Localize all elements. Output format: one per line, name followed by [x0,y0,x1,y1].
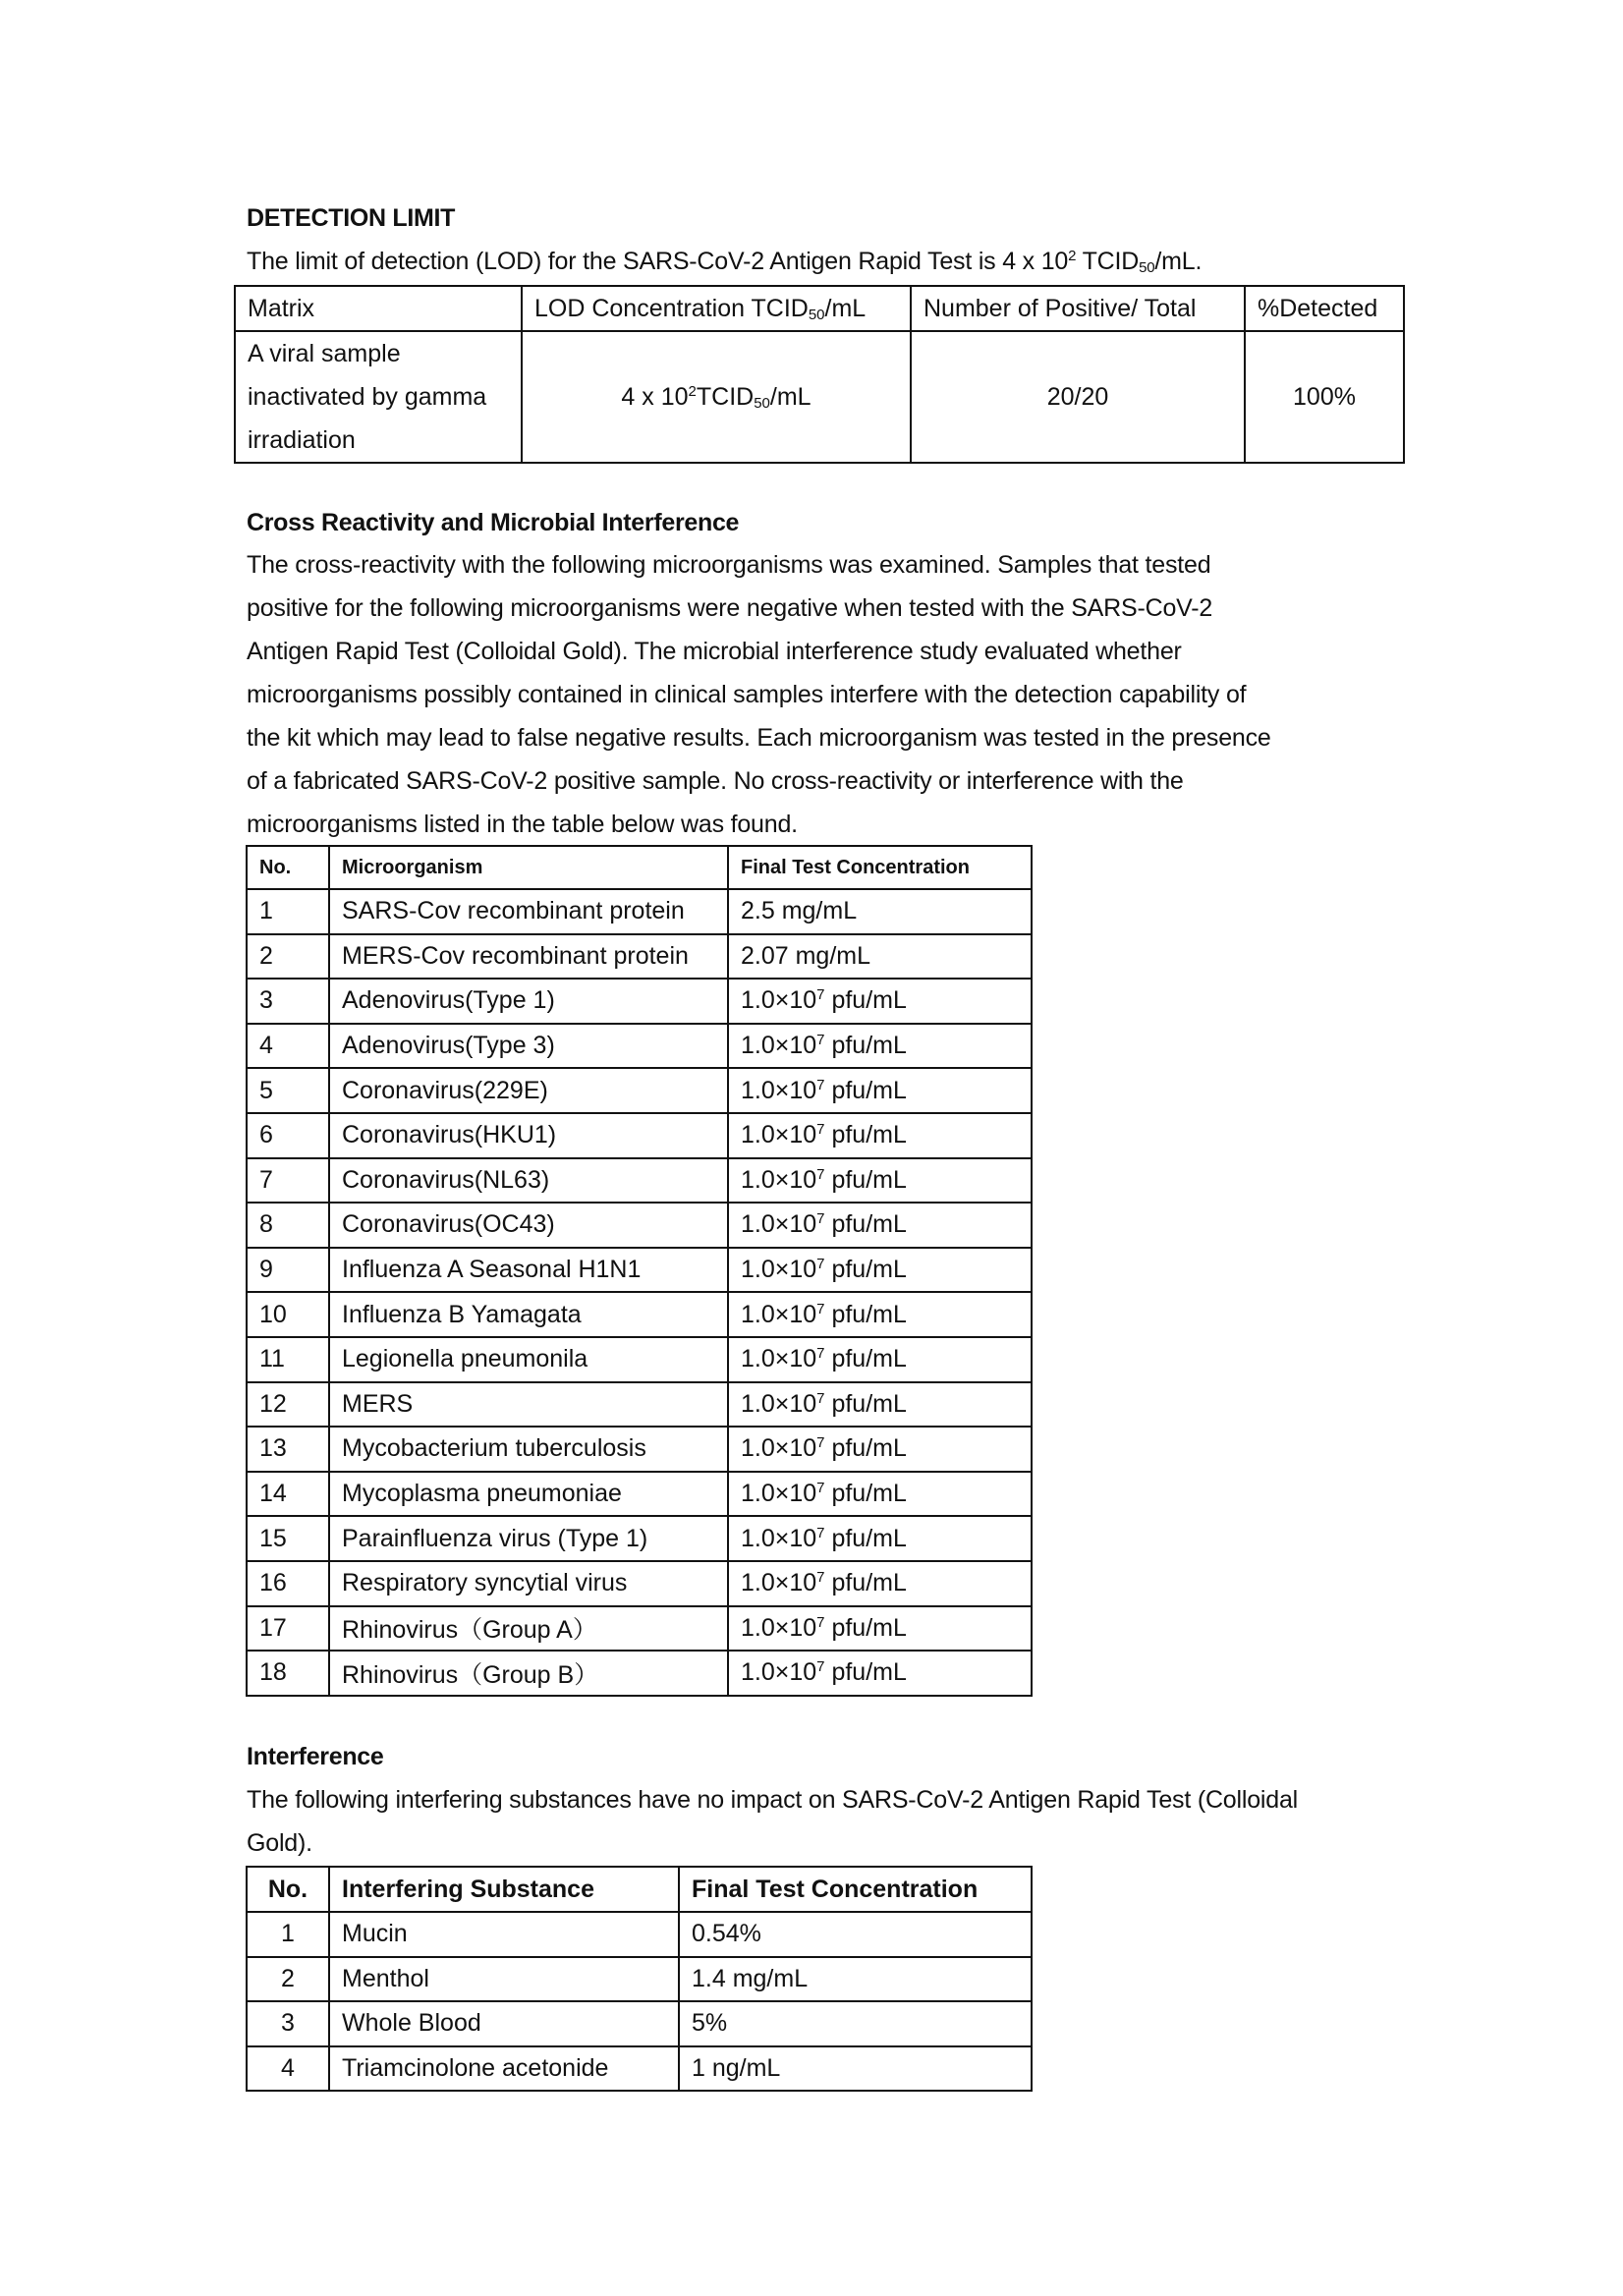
paragraph-line: the kit which may lead to false negative results. Each microorganism was tested in the presence [247,724,1271,752]
test-concentration: 1.4 mg/mL [679,1957,1032,2002]
lod-cell-positive-total: 20/20 [911,331,1245,463]
row-number: 2 [247,1957,329,2002]
table-row [247,1427,1032,1472]
test-concentration: 2.5 mg/mL [728,889,1032,934]
microorganism-name: Coronavirus(NL63) [329,1158,728,1204]
paragraph-line: The cross-reactivity with the following microorganisms was examined. Samples that tested [247,551,1211,579]
lod-header-matrix: Matrix [235,286,522,331]
row-number: 1 [247,889,329,934]
test-concentration: 2.07 mg/mL [728,934,1032,980]
table-row [247,1957,1032,2002]
row-number: 3 [247,979,329,1024]
microorganism-name: Coronavirus(OC43) [329,1203,728,1248]
microorganism-name: Influenza A Seasonal H1N1 [329,1248,728,1293]
table-row [247,1292,1032,1337]
row-number: 9 [247,1248,329,1293]
micro-header-row [247,846,1032,889]
test-concentration: $1.0\times 10^7$ pfu/mL [728,1337,1032,1382]
test-concentration: $1.0\times 10^7$ pfu/mL [728,1472,1032,1517]
intro-unit: TCID [1076,248,1140,275]
row-number: 1 [247,1912,329,1957]
row-number: 2 [247,934,329,980]
microorganism-name: Rhinovirus（Group A） [329,1606,728,1652]
microorganism-name: Mycoplasma pneumoniae [329,1472,728,1517]
test-concentration: $1.0\times 10^7$ pfu/mL [728,1113,1032,1158]
test-concentration: $1.0\times 10^7$ pfu/mL [728,1024,1032,1069]
lod-header-positive-total: Number of Positive/ Total [911,286,1245,331]
paragraph-line: Gold). [247,1829,312,1857]
table-row [247,1561,1032,1606]
row-number: 7 [247,1158,329,1204]
paragraph-line: microorganisms listed in the table below was found. [247,811,798,838]
microorganism-name: Parainfluenza virus (Type 1) [329,1516,728,1561]
table-row [247,1651,1032,1696]
test-concentration: $1.0\times 10^7$ pfu/mL [728,1516,1032,1561]
row-number: 11 [247,1337,329,1382]
table-row [247,1606,1032,1652]
substance-name: Triamcinolone acetonide [329,2046,679,2092]
table-row [247,1472,1032,1517]
test-concentration: 1 ng/mL [679,2046,1032,2092]
test-concentration: $1.0\times 10^7$ pfu/mL [728,1427,1032,1472]
test-concentration: $1.0\times 10^7$ pfu/mL [728,1158,1032,1204]
microorganism-name: Adenovirus(Type 3) [329,1024,728,1069]
lod-data-row [235,331,1404,463]
intro-end: /mL. [1154,248,1203,275]
table-row [247,1912,1032,1957]
table-row [247,1337,1032,1382]
microorganism-name: Legionella pneumonila [329,1337,728,1382]
microorganism-name: Adenovirus(Type 1) [329,979,728,1024]
row-number: 18 [247,1651,329,1696]
paragraph-line: positive for the following microorganisms were negative when tested with the SARS-CoV-2 [247,594,1213,622]
intro-sup: 2 [1068,248,1077,264]
microorganism-name: Rhinovirus（Group B） [329,1651,728,1696]
interference-heading: Interference [247,1743,384,1770]
row-number: 14 [247,1472,329,1517]
table-row [247,1516,1032,1561]
table-row [247,2001,1032,2046]
lod-header-row [235,286,1404,331]
row-number: 6 [247,1113,329,1158]
lod-cell-concentration: 4 x $10^2TCID_{50}/mL$ [522,331,911,463]
paragraph-line: microorganisms possibly contained in clinical samples interfere with the detection capability of [247,681,1247,708]
test-concentration: $1.0\times 10^7$ pfu/mL [728,1561,1032,1606]
substance-name: Mucin [329,1912,679,1957]
lod-header-detected: %Detected [1245,286,1404,331]
detection-limit-heading: DETECTION LIMIT [247,204,456,232]
interf-header-no: No. [247,1867,329,1912]
test-concentration: $1.0\times 10^7$ pfu/mL [728,1606,1032,1652]
microorganism-name: Influenza B Yamagata [329,1292,728,1337]
test-concentration: 5% [679,2001,1032,2046]
intro-text: The limit of detection (LOD) for the SARS-CoV-2 Antigen Rapid Test is 4 x 10 [247,248,1069,275]
table-row [247,889,1032,934]
table-row [247,1203,1032,1248]
table-row [247,979,1032,1024]
microorganism-name: Coronavirus(HKU1) [329,1113,728,1158]
lod-cell-detected: 100% [1245,331,1404,463]
row-number: 8 [247,1203,329,1248]
table-row [247,1068,1032,1113]
interference-paragraph [247,1778,1298,1865]
cross-reactivity-paragraph [247,543,1271,846]
table-row [247,934,1032,980]
micro-header-no: No. [247,846,329,889]
paragraph-line: of a fabricated SARS-CoV-2 positive sample. No cross-reactivity or interference with the [247,767,1184,795]
microorganism-name: SARS-Cov recombinant protein [329,889,728,934]
microorganism-name: MERS-Cov recombinant protein [329,934,728,980]
substance-name: Whole Blood [329,2001,679,2046]
test-concentration: $1.0\times 10^7$ pfu/mL [728,1382,1032,1428]
row-number: 16 [247,1561,329,1606]
test-concentration: $1.0\times 10^7$ pfu/mL [728,1292,1032,1337]
interf-header-substance: Interfering Substance [329,1867,679,1912]
row-number: 5 [247,1068,329,1113]
lod-cell-matrix: A viral sample inactivated by gamma irradiation [235,331,522,463]
micro-header-concentration: Final Test Concentration [728,846,1032,889]
row-number: 4 [247,1024,329,1069]
substance-name: Menthol [329,1957,679,2002]
microorganism-name: Mycobacterium tuberculosis [329,1427,728,1472]
row-number: 10 [247,1292,329,1337]
row-number: 17 [247,1606,329,1652]
detection-limit-intro [247,242,1202,281]
test-concentration: 0.54% [679,1912,1032,1957]
intro-sub: 50 [1139,259,1155,276]
test-concentration: $1.0\times 10^7$ pfu/mL [728,979,1032,1024]
table-row [247,1113,1032,1158]
microorganism-name: MERS [329,1382,728,1428]
table-row [247,2046,1032,2092]
microorganism-table [246,845,1033,1697]
test-concentration: $1.0\times 10^7$ pfu/mL [728,1248,1032,1293]
row-number: 13 [247,1427,329,1472]
table-row [247,1248,1032,1293]
micro-header-organism: Microorganism [329,846,728,889]
test-concentration: $1.0\times 10^7$ pfu/mL [728,1651,1032,1696]
row-number: 4 [247,2046,329,2092]
table-row [247,1158,1032,1204]
interf-header-concentration: Final Test Concentration [679,1867,1032,1912]
test-concentration: $1.0\times 10^7$ pfu/mL [728,1068,1032,1113]
interf-header-row [247,1867,1032,1912]
interference-table [246,1866,1033,2092]
row-number: 12 [247,1382,329,1428]
test-concentration: $1.0\times 10^7$ pfu/mL [728,1203,1032,1248]
lod-table [234,285,1405,464]
row-number: 3 [247,2001,329,2046]
table-row [247,1382,1032,1428]
table-row [247,1024,1032,1069]
microorganism-name: Coronavirus(229E) [329,1068,728,1113]
paragraph-line: The following interfering substances have no impact on SARS-CoV-2 Antigen Rapid Test (Colloidal [247,1786,1299,1814]
cross-reactivity-heading: Cross Reactivity and Microbial Interference [247,509,740,536]
lod-header-concentration: LOD Concentration $TCID_{50}/mL$ [522,286,911,331]
row-number: 15 [247,1516,329,1561]
paragraph-line: Antigen Rapid Test (Colloidal Gold). The microbial interference study evaluated whether [247,638,1182,665]
microorganism-name: Respiratory syncytial virus [329,1561,728,1606]
